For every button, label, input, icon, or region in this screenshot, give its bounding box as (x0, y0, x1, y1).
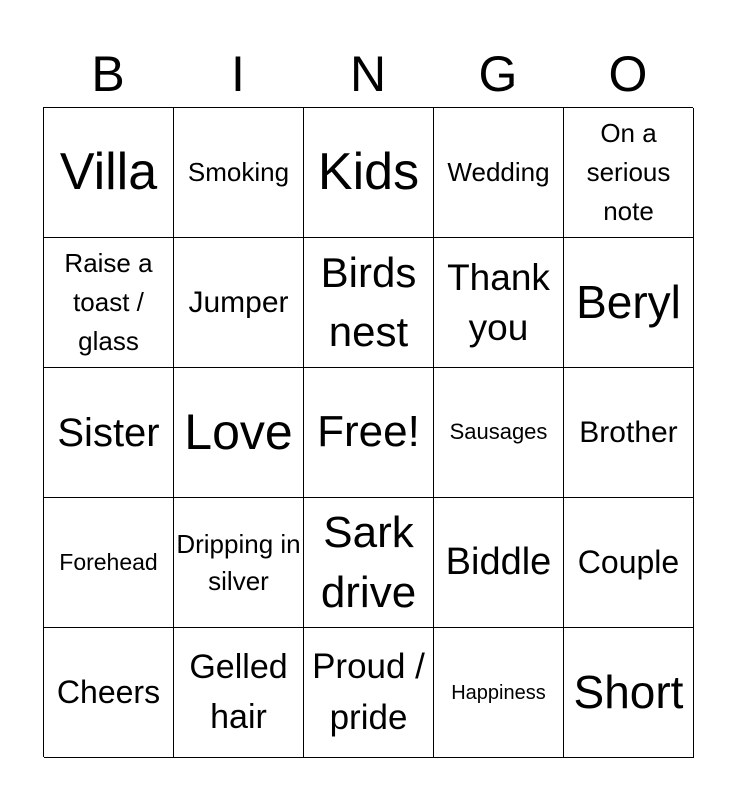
header-letter-n: N (349, 46, 387, 102)
cell-text: Gelled hair (189, 648, 288, 736)
cell-text: Couple (577, 544, 680, 581)
cell-text: Beryl (576, 276, 681, 329)
bingo-cell[interactable] (304, 628, 434, 758)
cell-text: Birds nest (320, 248, 417, 355)
bingo-cell[interactable] (44, 628, 174, 758)
cell-text: Short (573, 666, 684, 719)
bingo-cell[interactable] (304, 498, 434, 628)
bingo-cell[interactable] (564, 238, 694, 368)
cell-text: Thank you (447, 256, 550, 348)
cell-text: Biddle (445, 540, 552, 583)
header-letter-i: I (231, 46, 245, 102)
bingo-cell[interactable] (564, 498, 694, 628)
bingo-cell[interactable] (304, 238, 434, 368)
bingo-cell[interactable] (434, 498, 564, 628)
bingo-grid (43, 107, 693, 757)
bingo-cell[interactable] (174, 498, 304, 628)
bingo-cell[interactable] (44, 368, 174, 498)
bingo-cell[interactable] (434, 628, 564, 758)
cell-text: Happiness (451, 681, 546, 704)
cell-text: Forehead (59, 548, 158, 575)
cell-text: Cheers (56, 674, 161, 711)
cell-text: Sausages (449, 419, 548, 445)
cell-text: On a serious note (586, 118, 671, 226)
bingo-cell[interactable] (44, 238, 174, 368)
cell-text: Brother (579, 415, 678, 449)
cell-text: Wedding (447, 156, 550, 187)
header-letter-o: O (608, 46, 648, 102)
bingo-cell[interactable] (44, 498, 174, 628)
cell-text: Love (184, 404, 293, 460)
cell-text: Sister (57, 410, 160, 455)
bingo-header (43, 40, 693, 108)
cell-text: Kids (317, 142, 420, 201)
bingo-cell[interactable] (434, 108, 564, 238)
bingo-cell[interactable] (174, 238, 304, 368)
bingo-cell[interactable] (174, 108, 304, 238)
cell-text: Villa (59, 142, 158, 201)
bingo-cell[interactable] (174, 628, 304, 758)
cell-text: Raise a toast / glass (64, 248, 153, 356)
cell-text: Dripping in silver (176, 529, 301, 596)
cell-text: Jumper (188, 285, 289, 319)
header-letter-b: B (91, 46, 125, 102)
bingo-cell[interactable] (304, 108, 434, 238)
cell-text: Free! (317, 407, 420, 457)
cell-text: Sark drive (320, 508, 417, 617)
bingo-cell[interactable] (564, 368, 694, 498)
bingo-cell[interactable] (434, 238, 564, 368)
cell-text: Smoking (187, 156, 290, 187)
bingo-cell[interactable] (174, 368, 304, 498)
bingo-cell[interactable] (434, 368, 564, 498)
bingo-cell[interactable] (564, 108, 694, 238)
bingo-cell[interactable] (304, 368, 434, 498)
header-letter-g: G (478, 46, 518, 102)
bingo-cell[interactable] (44, 108, 174, 238)
bingo-cell[interactable] (564, 628, 694, 758)
cell-text: Proud / pride (312, 646, 425, 737)
